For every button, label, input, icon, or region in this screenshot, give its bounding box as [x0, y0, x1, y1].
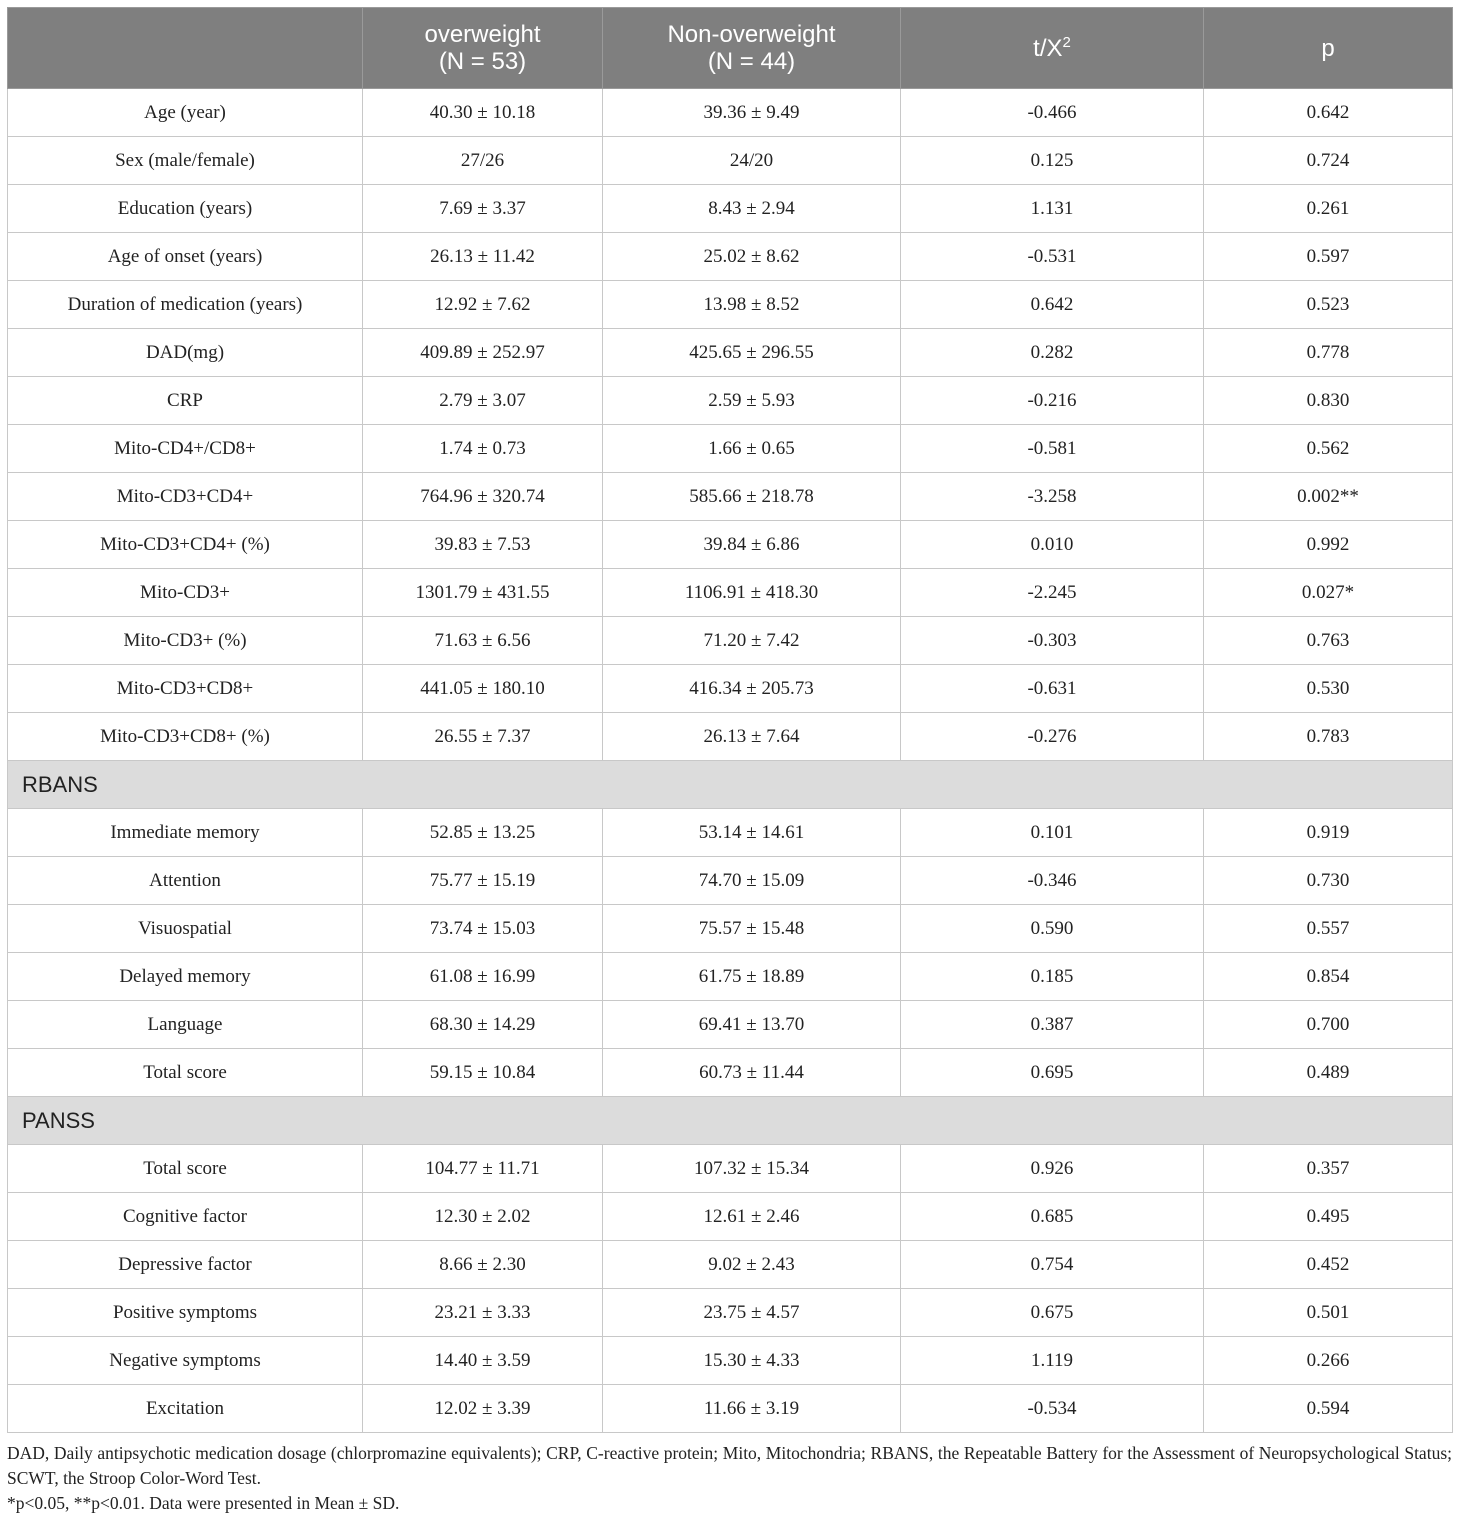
footnote-significance: *p<0.05, **p<0.01. Data were presented in Mean ± SD.	[7, 1493, 400, 1513]
cell-p-value: 0.530	[1204, 665, 1453, 713]
cell-non-overweight: 71.20 ± 7.42	[603, 617, 901, 665]
table-row	[8, 281, 1453, 329]
row-label: Duration of medication (years)	[8, 281, 363, 329]
row-label: Mito-CD4+/CD8+	[8, 425, 363, 473]
table-row	[8, 665, 1453, 713]
cell-non-overweight: 25.02 ± 8.62	[603, 233, 901, 281]
cell-statistic: -0.631	[901, 665, 1204, 713]
cell-statistic: -2.245	[901, 569, 1204, 617]
cell-overweight: 52.85 ± 13.25	[363, 809, 603, 857]
row-label: Total score	[8, 1049, 363, 1097]
cell-statistic: -0.216	[901, 377, 1204, 425]
table-container	[7, 7, 1452, 1516]
header-p-value: p	[1204, 8, 1453, 89]
footnote-abbreviations: DAD, Daily antipsychotic medication dosage (chlorpromazine equivalents); CRP, C-reactive protein; Mito, Mitochondria; RBANS, the Repeatable Battery for the Assessment of Neuropsychological Status; SCWT, the Stroop Color-Word Test.	[7, 1443, 1452, 1488]
row-label: Mito-CD3+ (%)	[8, 617, 363, 665]
table-row	[8, 473, 1453, 521]
row-label: Excitation	[8, 1385, 363, 1433]
cell-non-overweight: 9.02 ± 2.43	[603, 1241, 901, 1289]
table-row	[8, 1385, 1453, 1433]
cell-overweight: 73.74 ± 15.03	[363, 905, 603, 953]
cell-p-value: 0.778	[1204, 329, 1453, 377]
cell-non-overweight: 2.59 ± 5.93	[603, 377, 901, 425]
cell-statistic: 0.125	[901, 137, 1204, 185]
cell-non-overweight: 1.66 ± 0.65	[603, 425, 901, 473]
header-variable	[8, 8, 363, 89]
table-row	[8, 1337, 1453, 1385]
header-row	[8, 8, 1453, 89]
table-row	[8, 1001, 1453, 1049]
cell-non-overweight: 69.41 ± 13.70	[603, 1001, 901, 1049]
row-label: Education (years)	[8, 185, 363, 233]
cell-p-value: 0.495	[1204, 1193, 1453, 1241]
cell-overweight: 7.69 ± 3.37	[363, 185, 603, 233]
cell-non-overweight: 585.66 ± 218.78	[603, 473, 901, 521]
cell-overweight: 12.02 ± 3.39	[363, 1385, 603, 1433]
cell-overweight: 441.05 ± 180.10	[363, 665, 603, 713]
cell-p-value: 0.357	[1204, 1145, 1453, 1193]
section-row	[8, 1097, 1453, 1145]
cell-overweight: 26.13 ± 11.42	[363, 233, 603, 281]
cell-non-overweight: 53.14 ± 14.61	[603, 809, 901, 857]
cell-p-value: 0.452	[1204, 1241, 1453, 1289]
table-row	[8, 617, 1453, 665]
cell-p-value: 0.730	[1204, 857, 1453, 905]
table-row	[8, 89, 1453, 137]
cell-non-overweight: 60.73 ± 11.44	[603, 1049, 901, 1097]
row-label: Delayed memory	[8, 953, 363, 1001]
cell-overweight: 14.40 ± 3.59	[363, 1337, 603, 1385]
cell-non-overweight: 425.65 ± 296.55	[603, 329, 901, 377]
cell-p-value: 0.557	[1204, 905, 1453, 953]
cell-statistic: 0.675	[901, 1289, 1204, 1337]
header-overweight-n: (N = 53)	[438, 48, 527, 75]
cell-statistic: 0.590	[901, 905, 1204, 953]
cell-non-overweight: 39.36 ± 9.49	[603, 89, 901, 137]
cell-overweight: 75.77 ± 15.19	[363, 857, 603, 905]
cell-p-value: 0.763	[1204, 617, 1453, 665]
cell-p-value: 0.489	[1204, 1049, 1453, 1097]
row-label: Total score	[8, 1145, 363, 1193]
cell-non-overweight: 11.66 ± 3.19	[603, 1385, 901, 1433]
cell-statistic: 0.926	[901, 1145, 1204, 1193]
cell-p-value: 0.594	[1204, 1385, 1453, 1433]
cell-non-overweight: 75.57 ± 15.48	[603, 905, 901, 953]
cell-overweight: 1301.79 ± 431.55	[363, 569, 603, 617]
cell-statistic: 1.131	[901, 185, 1204, 233]
cell-p-value: 0.830	[1204, 377, 1453, 425]
cell-p-value: 0.724	[1204, 137, 1453, 185]
table-row	[8, 329, 1453, 377]
cell-statistic: 0.642	[901, 281, 1204, 329]
row-label: Mito-CD3+CD8+ (%)	[8, 713, 363, 761]
cell-non-overweight: 13.98 ± 8.52	[603, 281, 901, 329]
row-label: Sex (male/female)	[8, 137, 363, 185]
cell-p-value: 0.597	[1204, 233, 1453, 281]
cell-overweight: 26.55 ± 7.37	[363, 713, 603, 761]
cell-overweight: 104.77 ± 11.71	[363, 1145, 603, 1193]
cell-overweight: 1.74 ± 0.73	[363, 425, 603, 473]
table-row	[8, 857, 1453, 905]
cell-overweight: 2.79 ± 3.07	[363, 377, 603, 425]
cell-overweight: 764.96 ± 320.74	[363, 473, 603, 521]
table-footnote	[7, 1441, 1452, 1516]
cell-non-overweight: 8.43 ± 2.94	[603, 185, 901, 233]
cell-statistic: -0.581	[901, 425, 1204, 473]
cell-p-value: 0.700	[1204, 1001, 1453, 1049]
cell-statistic: 0.695	[901, 1049, 1204, 1097]
cell-statistic: -0.303	[901, 617, 1204, 665]
table-row	[8, 137, 1453, 185]
cell-statistic: 0.101	[901, 809, 1204, 857]
row-label: Age (year)	[8, 89, 363, 137]
table-row	[8, 569, 1453, 617]
table-row	[8, 1289, 1453, 1337]
cell-non-overweight: 23.75 ± 4.57	[603, 1289, 901, 1337]
table-row	[8, 809, 1453, 857]
cell-p-value: 0.266	[1204, 1337, 1453, 1385]
row-label: Visuospatial	[8, 905, 363, 953]
cell-p-value: 0.783	[1204, 713, 1453, 761]
table-row	[8, 953, 1453, 1001]
cell-p-value: 0.002**	[1204, 473, 1453, 521]
cell-statistic: 1.119	[901, 1337, 1204, 1385]
table-row	[8, 521, 1453, 569]
cell-p-value: 0.027*	[1204, 569, 1453, 617]
cell-non-overweight: 26.13 ± 7.64	[603, 713, 901, 761]
cell-overweight: 27/26	[363, 137, 603, 185]
cell-p-value: 0.523	[1204, 281, 1453, 329]
cell-overweight: 59.15 ± 10.84	[363, 1049, 603, 1097]
cell-p-value: 0.642	[1204, 89, 1453, 137]
table-row	[8, 1241, 1453, 1289]
table-row	[8, 425, 1453, 473]
cell-statistic: -0.534	[901, 1385, 1204, 1433]
cell-statistic: -0.531	[901, 233, 1204, 281]
cell-non-overweight: 74.70 ± 15.09	[603, 857, 901, 905]
cell-statistic: -0.346	[901, 857, 1204, 905]
table-row	[8, 1145, 1453, 1193]
section-label: RBANS	[8, 761, 1453, 809]
cell-non-overweight: 39.84 ± 6.86	[603, 521, 901, 569]
cell-overweight: 40.30 ± 10.18	[363, 89, 603, 137]
header-non-overweight	[603, 8, 901, 89]
cell-p-value: 0.919	[1204, 809, 1453, 857]
table-row	[8, 905, 1453, 953]
cell-p-value: 0.562	[1204, 425, 1453, 473]
cell-overweight: 61.08 ± 16.99	[363, 953, 603, 1001]
row-label: Age of onset (years)	[8, 233, 363, 281]
table-body	[8, 89, 1453, 1433]
cell-non-overweight: 61.75 ± 18.89	[603, 953, 901, 1001]
row-label: Mito-CD3+CD4+	[8, 473, 363, 521]
row-label: Mito-CD3+CD4+ (%)	[8, 521, 363, 569]
table-row	[8, 377, 1453, 425]
cell-non-overweight: 15.30 ± 4.33	[603, 1337, 901, 1385]
table-row	[8, 713, 1453, 761]
header-statistic-sup: 2	[1062, 33, 1071, 51]
header-non-overweight-label: Non-overweight	[667, 21, 836, 48]
cell-statistic: 0.185	[901, 953, 1204, 1001]
header-overweight-label: overweight	[424, 21, 541, 48]
section-label: PANSS	[8, 1097, 1453, 1145]
cell-statistic: -3.258	[901, 473, 1204, 521]
cell-p-value: 0.501	[1204, 1289, 1453, 1337]
cell-p-value: 0.261	[1204, 185, 1453, 233]
cell-overweight: 23.21 ± 3.33	[363, 1289, 603, 1337]
results-table	[7, 7, 1453, 1433]
cell-non-overweight: 107.32 ± 15.34	[603, 1145, 901, 1193]
cell-p-value: 0.854	[1204, 953, 1453, 1001]
table-row	[8, 1193, 1453, 1241]
cell-statistic: 0.282	[901, 329, 1204, 377]
table-row	[8, 185, 1453, 233]
cell-overweight: 8.66 ± 2.30	[363, 1241, 603, 1289]
row-label: Negative symptoms	[8, 1337, 363, 1385]
row-label: CRP	[8, 377, 363, 425]
row-label: Cognitive factor	[8, 1193, 363, 1241]
row-label: Attention	[8, 857, 363, 905]
table-row	[8, 233, 1453, 281]
cell-statistic: 0.010	[901, 521, 1204, 569]
row-label: Positive symptoms	[8, 1289, 363, 1337]
row-label: Mito-CD3+CD8+	[8, 665, 363, 713]
header-statistic-base: t/X	[1033, 34, 1063, 62]
cell-statistic: -0.466	[901, 89, 1204, 137]
cell-overweight: 39.83 ± 7.53	[363, 521, 603, 569]
cell-statistic: 0.685	[901, 1193, 1204, 1241]
cell-non-overweight: 1106.91 ± 418.30	[603, 569, 901, 617]
table-row	[8, 1049, 1453, 1097]
row-label: Depressive factor	[8, 1241, 363, 1289]
cell-overweight: 12.30 ± 2.02	[363, 1193, 603, 1241]
table-header	[8, 8, 1453, 89]
section-row	[8, 761, 1453, 809]
cell-non-overweight: 24/20	[603, 137, 901, 185]
row-label: Mito-CD3+	[8, 569, 363, 617]
cell-non-overweight: 416.34 ± 205.73	[603, 665, 901, 713]
cell-overweight: 68.30 ± 14.29	[363, 1001, 603, 1049]
cell-overweight: 409.89 ± 252.97	[363, 329, 603, 377]
cell-non-overweight: 12.61 ± 2.46	[603, 1193, 901, 1241]
cell-overweight: 12.92 ± 7.62	[363, 281, 603, 329]
header-non-overweight-n: (N = 44)	[707, 48, 796, 75]
row-label: Language	[8, 1001, 363, 1049]
header-overweight	[363, 8, 603, 89]
cell-statistic: 0.387	[901, 1001, 1204, 1049]
cell-statistic: -0.276	[901, 713, 1204, 761]
row-label: DAD(mg)	[8, 329, 363, 377]
row-label: Immediate memory	[8, 809, 363, 857]
cell-statistic: 0.754	[901, 1241, 1204, 1289]
cell-overweight: 71.63 ± 6.56	[363, 617, 603, 665]
header-statistic	[901, 8, 1204, 89]
cell-p-value: 0.992	[1204, 521, 1453, 569]
